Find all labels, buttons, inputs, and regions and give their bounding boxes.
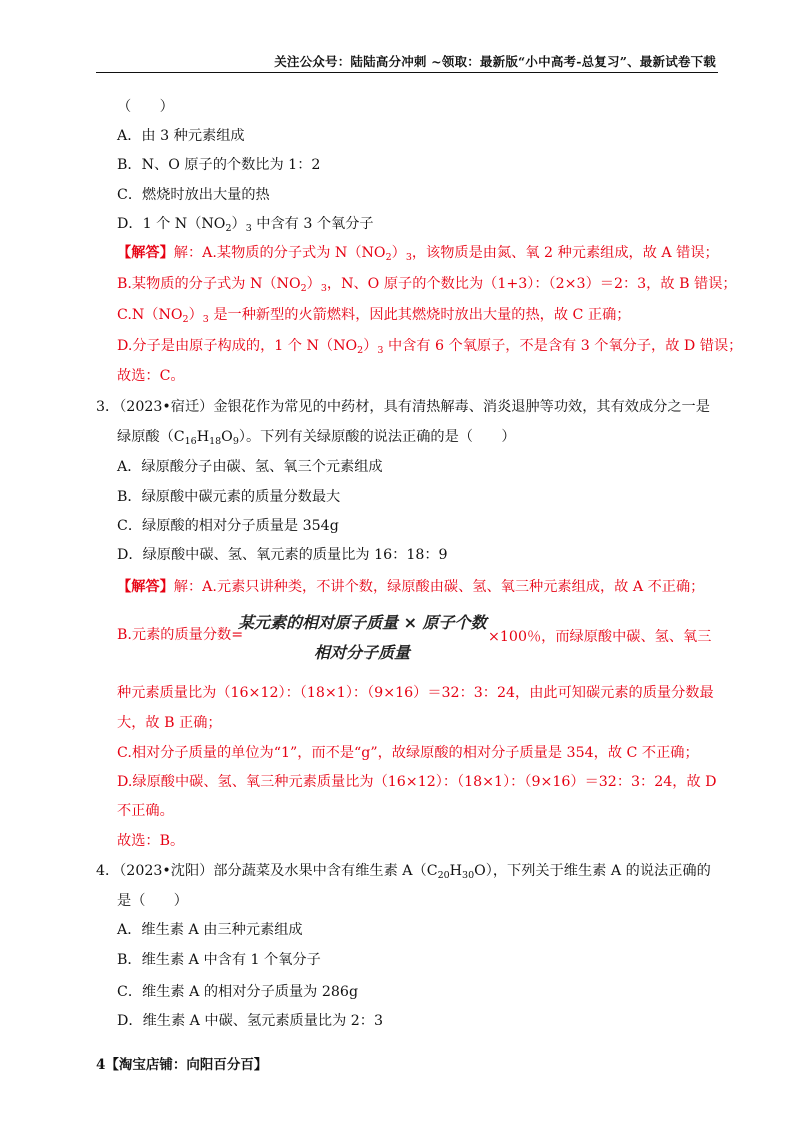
q4-option-c: C．维生素 A 的相对分子质量为 286g (117, 984, 359, 1000)
answer-tag: 【解答】 (117, 579, 174, 595)
q2-option-a: A．由 3 种元素组成 (117, 128, 245, 144)
q2-answer-choice: 故选：C。 (117, 368, 185, 384)
q3-answer-line-2-lead: B.元素的质量分数= (117, 627, 244, 643)
q4-stem-line-2: 是（ ） (117, 893, 188, 909)
q4-option-a: A．维生素 A 由三种元素组成 (117, 922, 303, 938)
q2-option-d: D．1 个 $N(NO_2)_3$ 中含有 3 个氧分子 (117, 216, 374, 234)
page-header: 关注公众号：陆陆高分冲刺 ~领取：最新版“小中高考-总复习”、最新试卷下载 (274, 54, 716, 69)
q3-answer-line-4: 大，故 B 正确； (117, 715, 222, 731)
q3-option-c: C．绿原酸的相对分子质量是 354g (117, 518, 339, 534)
q3-stem-line-2: 绿原酸$(C_{16}H_{18}O_9)$。下列有关绿原酸的说法正确的是（ ） (117, 429, 516, 447)
header-divider (96, 72, 718, 73)
q2-answer-line-4: D.分子是由原子构成的，1 个 $N(NO_2)_3$ 中含有 6 个氧原子，不是含有 3 个氧分子，故 D 错误； (117, 338, 743, 356)
q2-option-c: C．燃烧时放出大量的热 (117, 187, 270, 203)
q2-answer-line-1: 【解答】解：A.某物质的分子式为 $N(NO_2)_3$，该物质是由氮、氧 2 种元素组成，故 A 错误； (117, 245, 719, 263)
q3-answer-line-3: 种元素质量比为（16×12）：（18×1）：（9×16）＝32：3：24，由此可知碳元素的质量分数最 (117, 685, 714, 701)
q2-answer-line-3: $C.N(NO_2)_3$ 是一种新型的火箭燃料，因此其燃烧时放出大量的热，故 C 正确； (117, 307, 631, 325)
answer-tag: 【解答】 (117, 245, 174, 261)
q3-option-a: A．绿原酸分子由碳、氢、氧三个元素组成 (117, 459, 383, 475)
q3-answer-line-7: 不正确。 (117, 803, 174, 819)
q2-option-b: B．N、O 原子的个数比为 1：2 (117, 157, 321, 173)
q3-answer-line-6: D.绿原酸中碳、氢、氧三种元素质量比为（16×12）：（18×1）：（9×16）＝32：3：24，故 D (117, 774, 717, 790)
q2-stem-tail: （ ） (117, 99, 174, 115)
q3-answer-line-5: C.相对分子质量的单位为“1”，而不是“g”，故绿原酸的相对分子质量是 354，故 C 不正确； (117, 745, 699, 761)
q3-answer-line-1: 【解答】解：A.元素只讲种类，不讲个数，绿原酸由碳、氢、氧三种元素组成，故 A 不正确； (117, 579, 705, 595)
q3-option-b: B．绿原酸中碳元素的质量分数最大 (117, 489, 341, 505)
page-footer: 4【淘宝店铺：向阳百分百】 (96, 1057, 268, 1073)
q3-answer-choice: 故选：B。 (117, 833, 185, 849)
q3-option-d: D．绿原酸中碳、氢、氧元素的质量比为 16：18：9 (117, 547, 448, 563)
formula-numerator: 某元素的相对原子质量 × 原子个数 (238, 613, 487, 632)
q3-stem-line-1: 3．（2023•宿迁）金银花作为常见的中药材，具有清热解毒、消炎退肿等功效，其有效成分之一是 (96, 399, 710, 415)
q4-option-d: D．维生素 A 中碳、氢元素质量比为 2：3 (117, 1013, 384, 1029)
formula-denominator: 相对分子质量 (314, 643, 411, 662)
q4-stem-line-1: 4．（2023•沈阳）部分蔬菜及水果中含有维生素 $A(C_{20}H_{30}O)$，下列关于维生素 A 的说法正确的 (96, 863, 711, 881)
q3-answer-line-2-tail: ×100％，而绿原酸中碳、氢、氧三 (488, 629, 712, 645)
mass-fraction-formula (238, 610, 498, 660)
q4-option-b: B．维生素 A 中含有 1 个氧分子 (117, 952, 321, 968)
q2-answer-line-2: B.某物质的分子式为 $N(NO_2)_3$，N、O 原子的个数比为（1+3）：（2×3）＝2：3，故 B 错误； (117, 276, 737, 294)
